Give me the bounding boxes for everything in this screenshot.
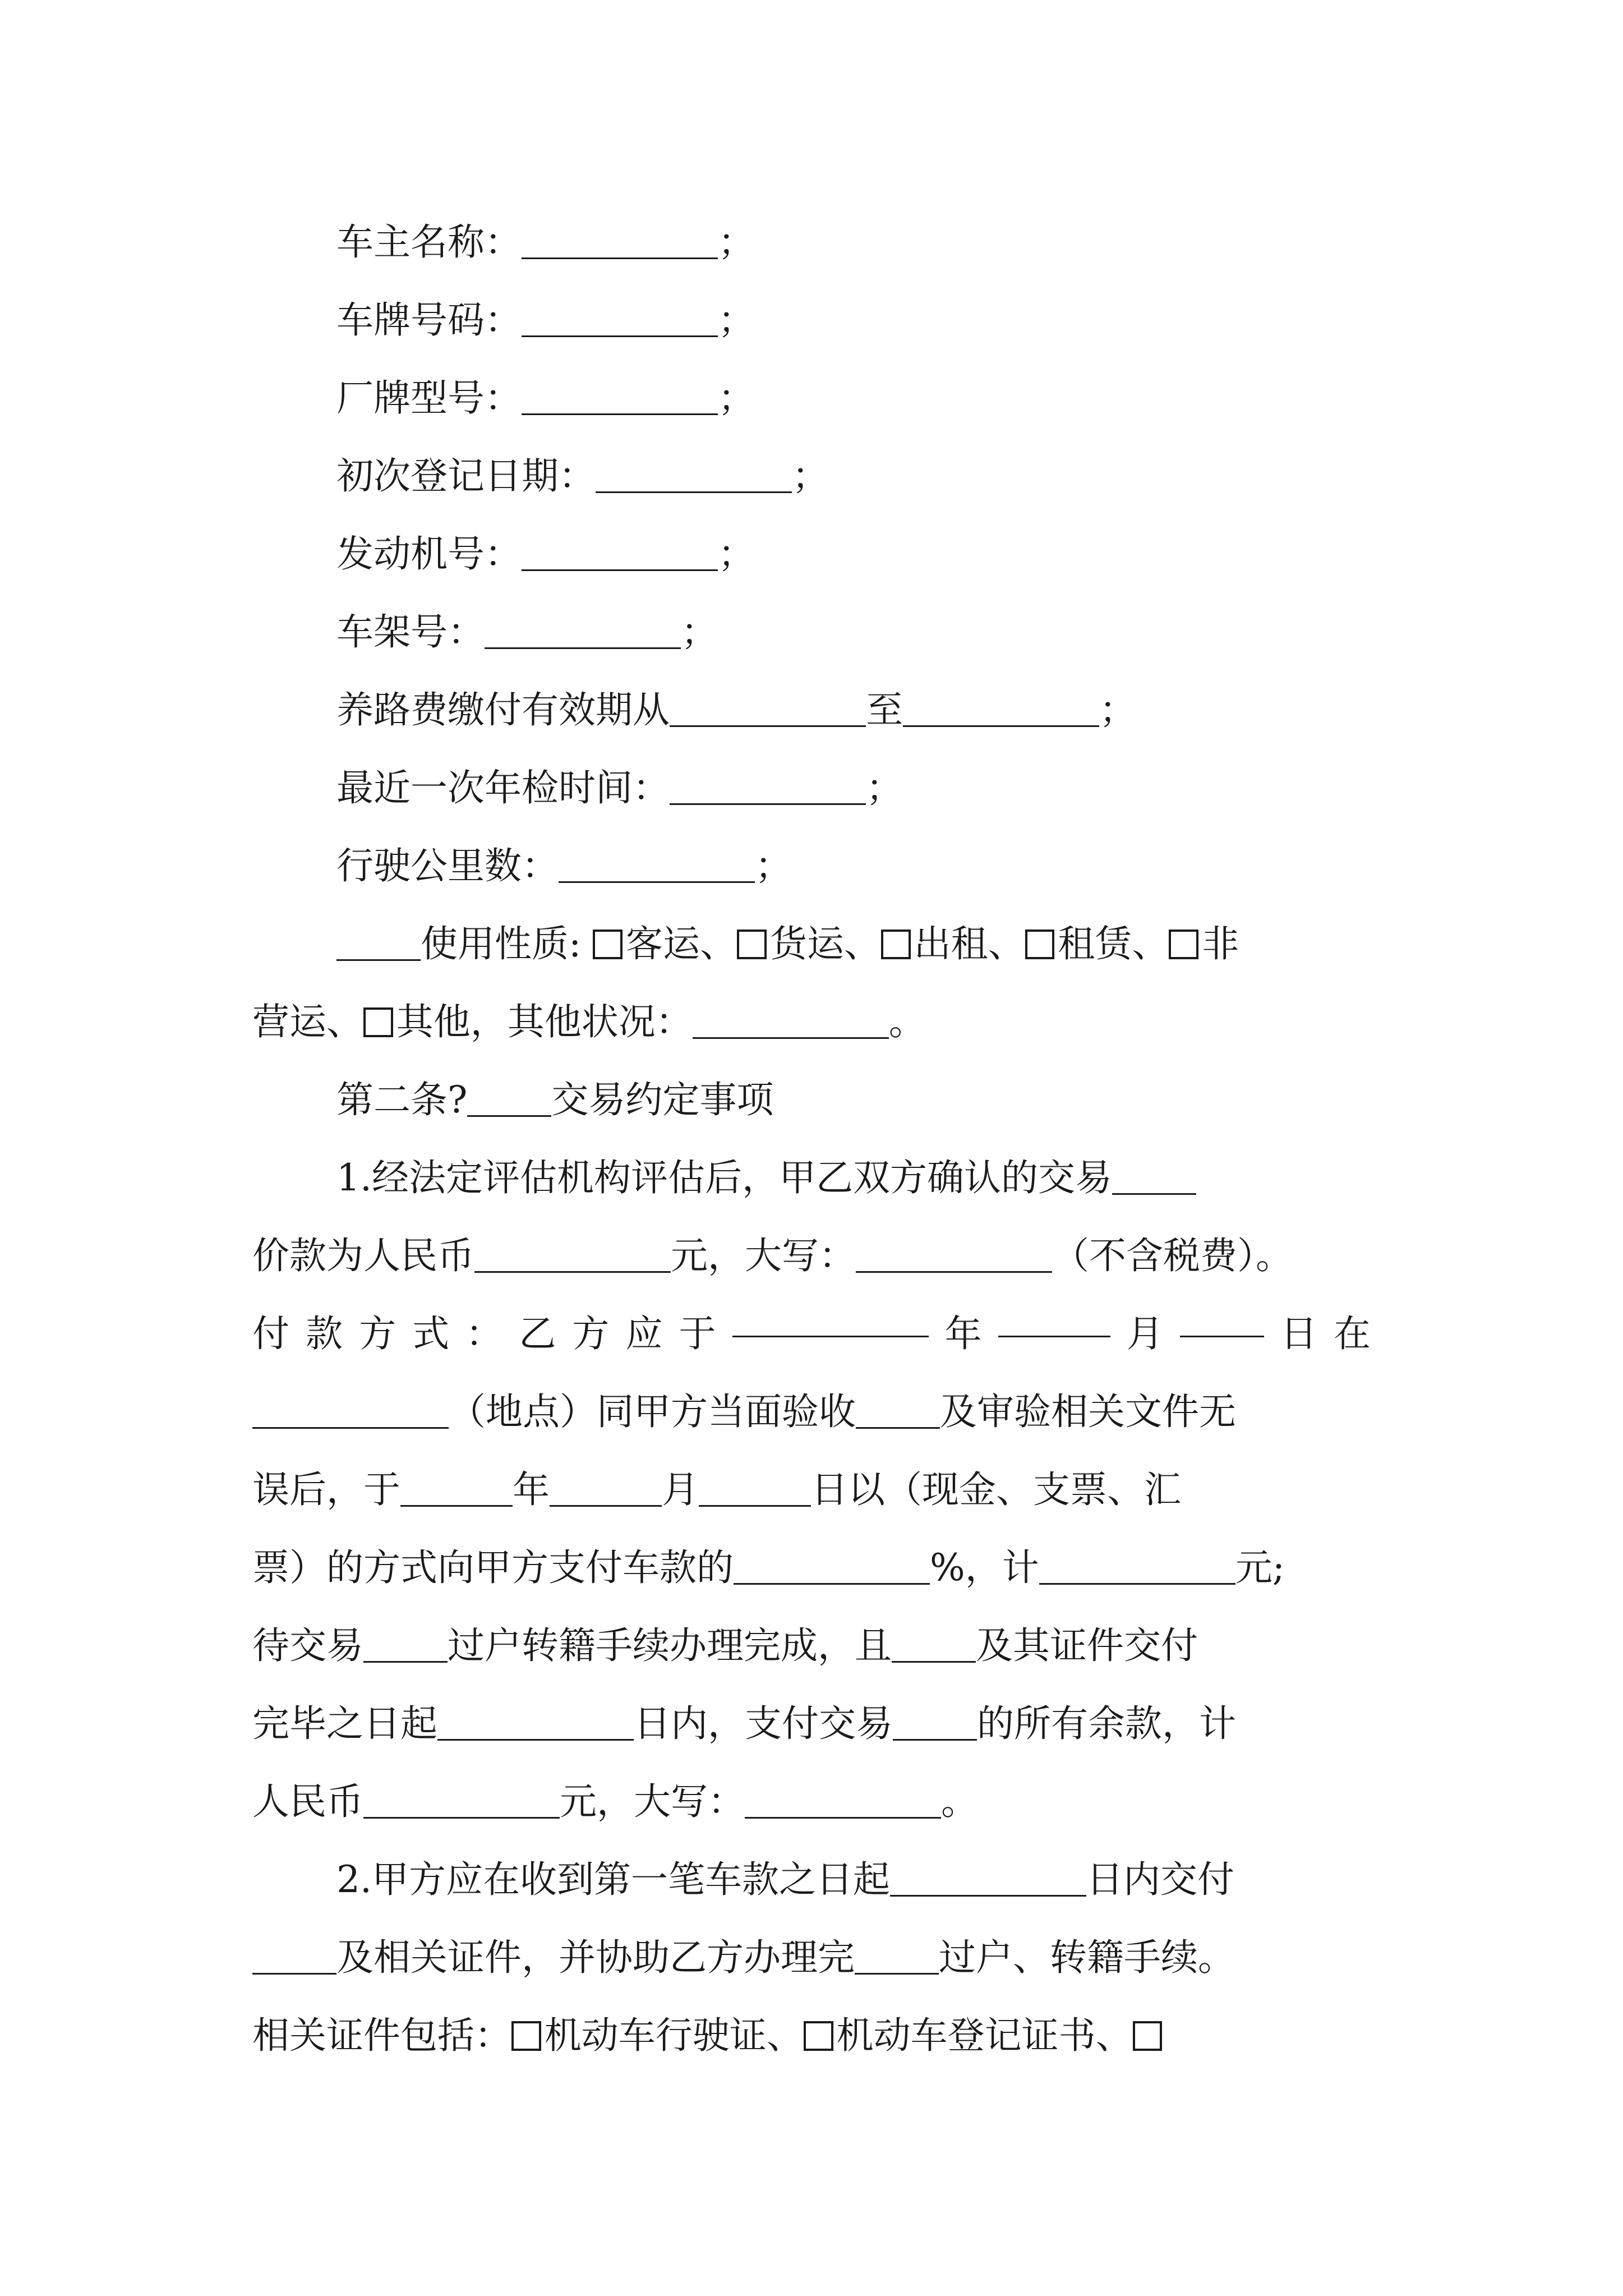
clause-char: 方 [572,1312,610,1355]
clause-text: 完毕之日起 [252,1702,437,1745]
checkbox-lease[interactable] [1025,930,1055,959]
clause-1-line-2 [0,1222,1623,1290]
clause-text: 月 [662,1468,699,1511]
field-punct: ； [681,610,718,654]
field-label: 至 [866,688,903,731]
clause-text: 及审验相关文件无 [940,1390,1236,1433]
fill-blank[interactable] [670,690,866,727]
field-label: 厂牌型号： [336,376,522,420]
fill-blank[interactable] [363,1782,560,1819]
clause-char: 乙 [519,1312,556,1355]
fill-blank[interactable] [485,612,681,649]
fill-blank[interactable] [856,1392,940,1429]
field-punct: ； [718,532,755,576]
fill-blank[interactable] [559,846,755,883]
field-plate-number [0,287,1623,354]
article-number: 第二条? [336,1078,468,1121]
field-mileage [0,832,1623,900]
field-label: 车架号： [336,610,485,654]
fill-blank[interactable] [522,222,718,259]
checkbox-other[interactable] [363,1007,393,1037]
clause-char: 月 [1126,1312,1164,1355]
fill-blank[interactable] [550,1470,662,1507]
clause-text: 日内，支付交易 [634,1702,893,1745]
fill-blank[interactable] [699,1470,811,1507]
field-frame-number [0,599,1623,666]
fill-blank[interactable] [252,1392,449,1429]
fill-blank[interactable] [670,768,866,805]
option-label: 其他，其他状况： [396,1000,693,1043]
clause-1-line-6 [0,1534,1623,1602]
field-punct: ； [755,844,792,887]
clause-char: 应 [625,1312,663,1355]
checkbox-driving-license[interactable] [511,2021,541,2051]
option-label: 租赁、 [1058,922,1169,965]
clause-text: （地点）同甲方当面验收 [449,1390,856,1433]
fill-blank[interactable] [1180,1300,1264,1337]
article-2-heading [0,1066,1623,1134]
clause-text: 相关证件包括： [252,2014,511,2057]
clause-text: 日内交付 [1086,1858,1234,1901]
checkbox-passenger[interactable] [593,930,623,959]
field-punct: ； [718,376,755,420]
clause-text: 元; [1235,1546,1285,1589]
clause-text: 2.甲方应在收到第一笔车款之日起 [336,1858,890,1901]
checkbox-registration-certificate[interactable] [804,2021,833,2051]
clause-2-line-1 [0,1846,1623,1913]
fill-blank[interactable] [1112,1158,1196,1195]
field-engine-number [0,521,1623,588]
option-label: 机动车登记证书、 [836,2014,1133,2057]
fill-blank[interactable] [693,1002,889,1039]
field-punct: ； [718,220,755,264]
fill-blank[interactable] [893,1704,977,1741]
clause-text: 待交易 [252,1624,363,1667]
clause-char: ： [465,1312,503,1355]
checkbox-freight[interactable] [737,930,767,959]
option-label: 非 [1202,922,1239,965]
clause-char: 于 [679,1312,716,1355]
clause-char: 式 [412,1312,450,1355]
clause-1-line-9 [0,1768,1623,1835]
field-punct: ； [1099,688,1136,731]
field-label: 最近一次年检时间： [336,766,670,809]
fill-blank[interactable] [437,1704,634,1741]
field-punct: 。 [888,1000,926,1043]
article-title: 交易约定事项 [551,1078,774,1121]
fill-blank[interactable] [522,534,718,571]
field-punct: ； [866,766,903,809]
field-owner-name [0,209,1623,276]
clause-text: 1.经法定评估机构评估后，甲乙双方确认的交易 [336,1156,1112,1199]
clause-text: 日以（现金、支票、汇 [811,1468,1181,1511]
clause-text: 元，大写： [560,1780,745,1823]
clause-text: 。 [941,1780,978,1823]
clause-1-line-8 [0,1690,1623,1757]
option-label: 营运、 [252,1000,363,1043]
fill-blank[interactable] [336,924,421,961]
field-label: 养路费缴付有效期从 [336,688,670,731]
fill-blank[interactable] [892,1626,976,1663]
field-label: 发动机号： [336,532,522,576]
fill-blank[interactable] [856,1236,1052,1273]
field-label: 车牌号码： [336,298,522,342]
field-label: 初次登记日期： [336,454,596,498]
clause-text: %，计 [930,1546,1039,1589]
checkbox-next-item[interactable] [1133,2021,1163,2051]
checkbox-non-operating[interactable] [1169,930,1198,959]
clause-1-line-5 [0,1456,1623,1524]
option-label: 货运、 [769,922,881,965]
clause-char: 在 [1333,1312,1371,1355]
fill-blank[interactable] [998,1300,1110,1337]
clause-text: 票）的方式向甲方支付车款的 [252,1546,734,1589]
fill-blank[interactable] [1039,1548,1235,1585]
field-last-inspection [0,754,1623,822]
clause-text: 的所有余款，计 [977,1702,1236,1745]
clause-char: 年 [944,1312,982,1355]
checkbox-taxi[interactable] [881,930,911,959]
clause-text: 及相关证件，并协助乙方办理完 [336,1936,855,1979]
clause-1-line-7 [0,1612,1623,1680]
clause-text: 年 [513,1468,550,1511]
fill-blank[interactable] [522,300,718,337]
clause-text: 过户转籍手续办理完成，且 [448,1624,892,1667]
fill-blank[interactable] [732,1300,929,1337]
clause-char: 付 [252,1312,289,1355]
clause-text: 价款为人民币 [252,1234,474,1277]
fill-blank[interactable] [903,690,1099,727]
option-label: 机动车行驶证、 [544,2014,804,2057]
field-punct: ； [718,298,755,342]
clause-1-line-4 [0,1378,1623,1446]
clause-char: 日 [1280,1312,1317,1355]
fill-blank[interactable] [400,1470,513,1507]
clause-char: 款 [306,1312,343,1355]
fill-blank[interactable] [890,1860,1086,1897]
clause-text: （不含税费）。 [1052,1234,1293,1277]
usage-label: 使用性质: [421,922,582,965]
fill-blank[interactable] [596,456,792,493]
clause-text: 误后，于 [252,1468,400,1511]
field-label: 行驶公里数： [336,844,559,887]
clause-text: 人民币 [252,1780,363,1823]
clause-text: 过户、转籍手续。 [939,1936,1235,1979]
field-label: 车主名称： [336,220,522,264]
usage-type-row-cont [0,988,1623,1056]
fill-blank[interactable] [474,1236,671,1273]
clause-text: 及其证件交付 [976,1624,1198,1667]
clause-1-line-3 [0,1300,1623,1368]
fill-blank[interactable] [363,1626,448,1663]
usage-type-row [0,910,1623,978]
field-punct: ； [792,454,829,498]
field-first-registration-date [0,443,1623,510]
clause-text: 元，大写： [671,1234,856,1277]
fill-blank[interactable] [734,1548,930,1585]
field-road-fee-validity [0,677,1623,744]
fill-blank[interactable] [467,1080,551,1117]
clause-2-line-2 [0,1924,1623,1991]
fill-blank[interactable] [745,1782,941,1819]
clause-2-line-3 [0,2002,1623,2069]
fill-blank[interactable] [855,1938,939,1975]
fill-blank[interactable] [252,1938,336,1975]
clause-char: 方 [359,1312,396,1355]
fill-blank[interactable] [522,378,718,415]
clause-1-line-1 [0,1144,1623,1212]
field-brand-model [0,365,1623,432]
option-label: 出租、 [914,922,1025,965]
option-label: 客运、 [626,922,737,965]
